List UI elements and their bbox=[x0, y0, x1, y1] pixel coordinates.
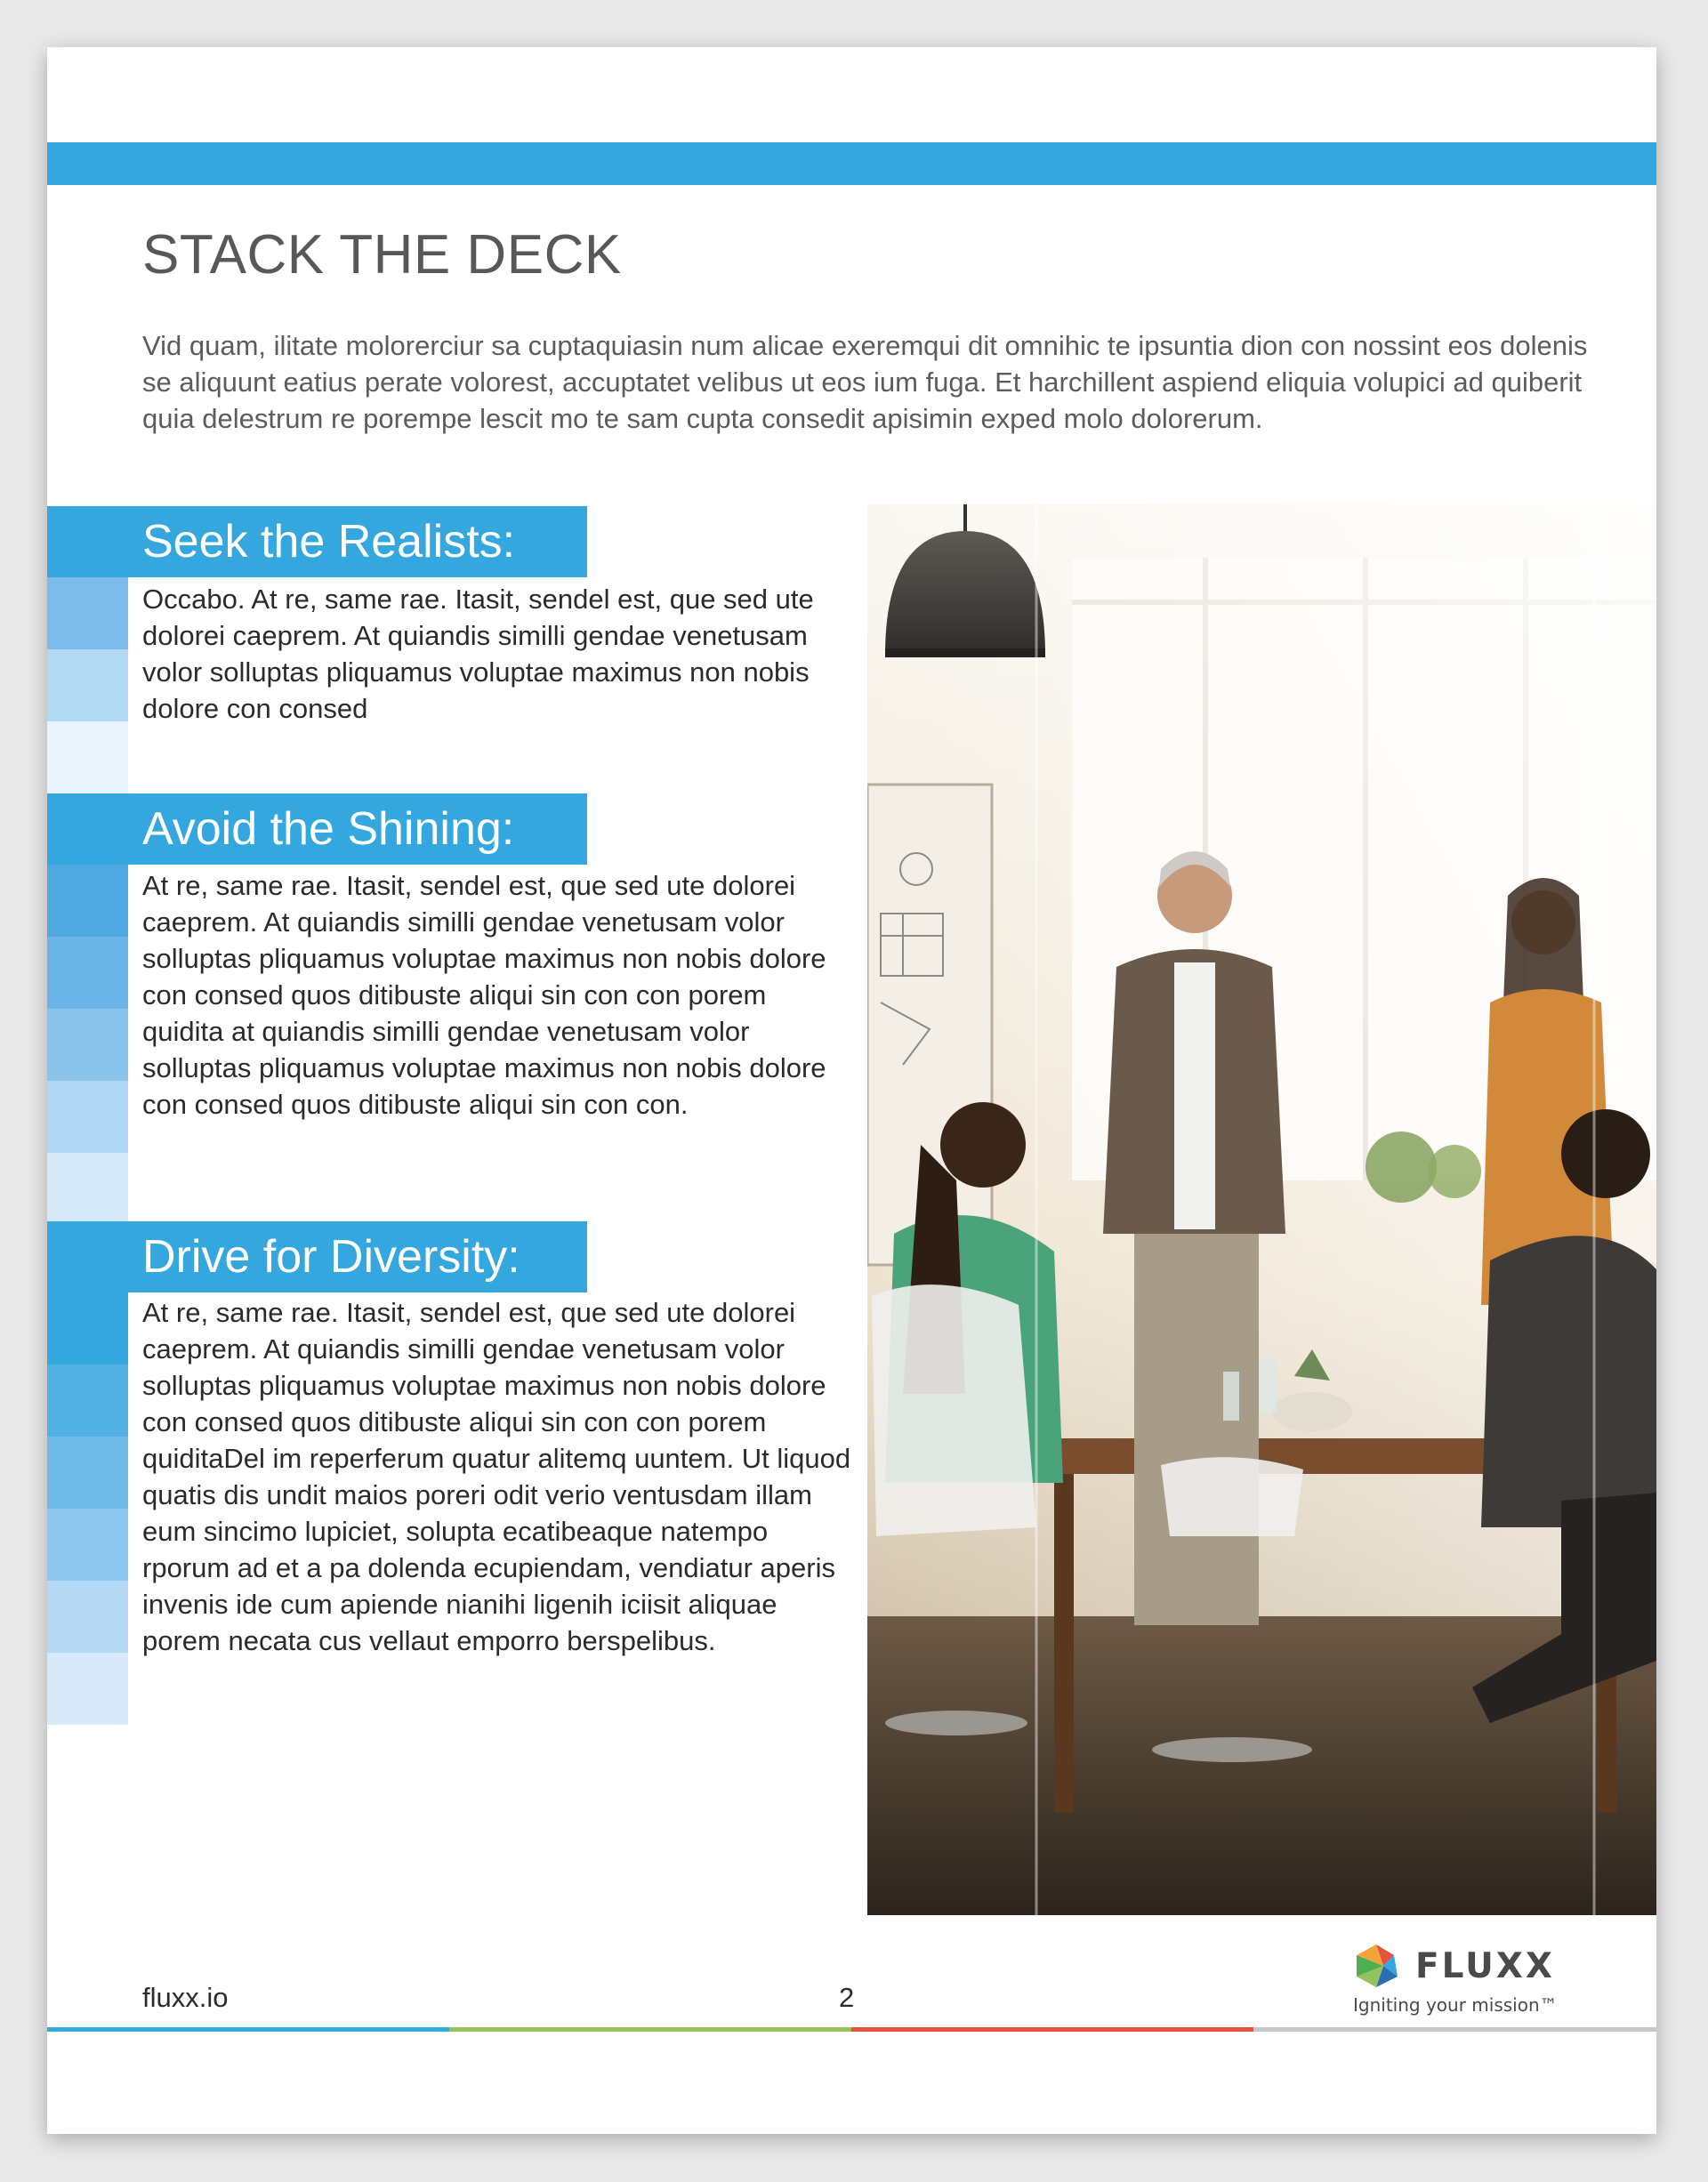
section-body-3: At re, same rae. Itasit, sendel est, que sed ute dolorei caeprem. At quiandis similli gendae venetusam volor solluptas pliquamus voluptae maximus non nobis dolore con consed quos ditibuste aliqui sin con con porem quiditaDel im reperferum quatur alitemq uuntem. Ut liquod quatis dis undit maios poreri odit verio ventusdam illam eum sincimo lupiciet, solupta ecatibeaque natempo rporum ad et a pa dolenda ecupiendam, vendiatur aperis invenis ide cum apiende nianihi ligenih iciisit aliquae porem necata cus vellaut emporro berspelibus. bbox=[142, 1297, 851, 1656]
section-body-1: Occabo. At re, same rae. Itasit, sendel est, que sed ute dolorei caeprem. At quiandis similli gendae venetusam volor solluptas pliquamus voluptae maximus non nobis dolore con consed bbox=[142, 584, 814, 724]
footer-bar-red bbox=[851, 2027, 1253, 2032]
footer-bar-green bbox=[449, 2027, 851, 2032]
footer-bar-blue bbox=[47, 2027, 449, 2032]
document-page bbox=[47, 47, 1656, 2134]
fluxx-logo bbox=[1348, 1937, 1579, 2026]
logo-wordmark: FLUXX bbox=[1415, 1946, 1555, 1986]
section-ladder-2 bbox=[47, 865, 128, 1225]
header-band bbox=[47, 142, 1656, 185]
section-heading-1: Seek the Realists: bbox=[142, 516, 516, 568]
fluxx-logo-icon bbox=[1348, 1937, 1405, 1994]
meeting-photo bbox=[867, 504, 1656, 1915]
page-number: 2 bbox=[839, 1982, 855, 2013]
section-heading-3: Drive for Diversity: bbox=[142, 1231, 520, 1283]
footer-bar-gray bbox=[1253, 2027, 1656, 2032]
section-heading-bar-1 bbox=[47, 506, 587, 577]
footer-url[interactable]: fluxx.io bbox=[142, 1982, 229, 2013]
section-heading-bar-2 bbox=[47, 793, 587, 865]
logo-tagline: Igniting your mission™ bbox=[1353, 1994, 1558, 2016]
page-title: STACK THE DECK bbox=[142, 224, 622, 286]
section-ladder-1 bbox=[47, 577, 128, 793]
intro-paragraph: Vid quam, ilitate molorerciur sa cuptaquiasin num alicae exeremqui dit omnihic te ipsuntia dion con nossint eos dolenis se aliquunt eatius perate volorest, accuptatet velibus ut eos ium fuga. Et harchillent aspiend eliquia volupici ad quiberit quia delestrum re porempe lescit mo te sam cupta consedit apisimin exped molo dolorerum. bbox=[142, 330, 1588, 434]
section-body-2: At re, same rae. Itasit, sendel est, que sed ute dolorei caeprem. At quiandis similli gendae venetusam volor solluptas pliquamus voluptae maximus non nobis dolore con consed quos ditibuste aliqui sin con con porem quidita at quiandis similli gendae venetusam volor solluptas pliquamus voluptae maximus non nobis dolore con consed quos ditibuste aliqui sin con con. bbox=[142, 870, 826, 1120]
section-heading-bar-3 bbox=[47, 1221, 587, 1292]
section-ladder-3 bbox=[47, 1292, 128, 1725]
section-heading-2: Avoid the Shining: bbox=[142, 803, 515, 855]
meeting-photo-illustration bbox=[867, 504, 1656, 1915]
